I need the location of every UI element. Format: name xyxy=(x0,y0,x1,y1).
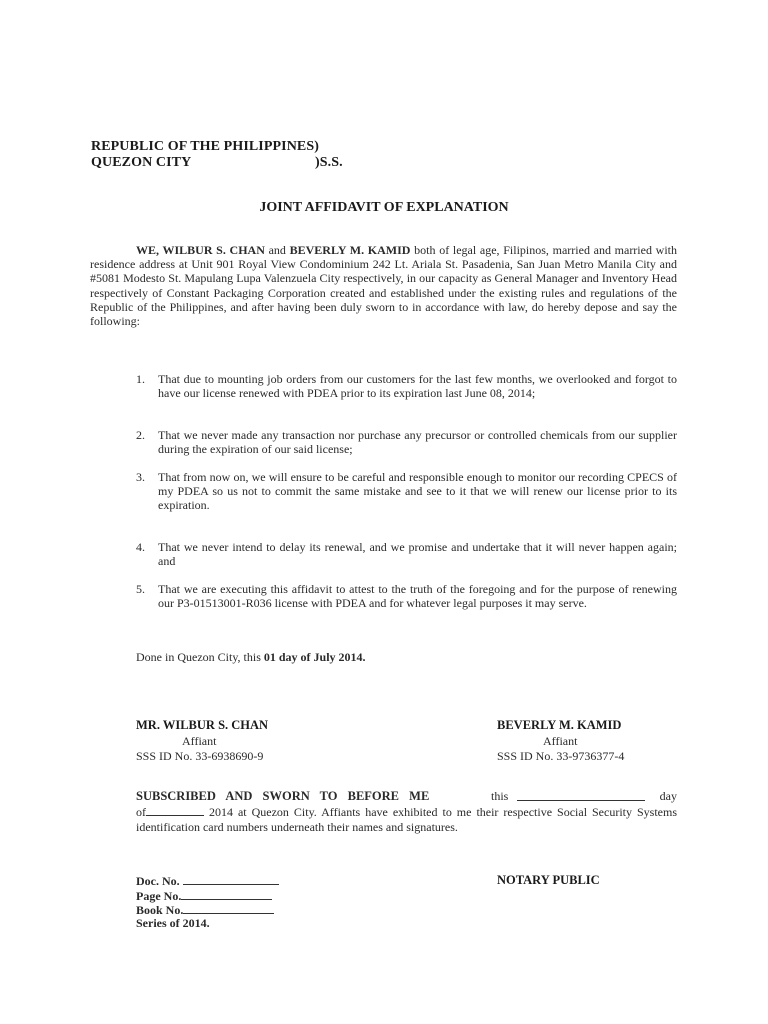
intro-and: and xyxy=(268,243,286,257)
page-no-blank xyxy=(181,888,272,900)
done-in-prefix: Done in Quezon City, this xyxy=(136,650,261,664)
jurat-of: of xyxy=(136,805,146,819)
list-item xyxy=(136,428,677,456)
doc-no-line xyxy=(136,873,279,889)
list-item-number: 1. xyxy=(136,372,145,386)
jurat-month-blank xyxy=(146,804,204,816)
list-item-text: That from now on, we will ensure to be careful and responsible enough to monitor our recording CPECS of my PDEA so us not to commit the same mistake and see to it that we will renew our license prior to its expiration. xyxy=(158,470,677,513)
list-item xyxy=(136,540,677,568)
jurat-rest: 2014 at Quezon City. Affiants have exhibited to me their respective Social Security Systems identification card numbers underneath their names and signatures. xyxy=(136,805,677,834)
done-in-line xyxy=(136,650,366,665)
signatory-sss-right: SSS ID No. 33-9736377-4 xyxy=(497,749,625,763)
list-item-text: That we never made any transaction nor purchase any precursor or controlled chemicals from our supplier during the expiration of our said license; xyxy=(158,428,677,457)
jurat-body xyxy=(136,804,677,834)
list-item-number: 3. xyxy=(136,470,145,484)
jurat-this: this xyxy=(491,789,509,803)
book-no-blank xyxy=(183,902,274,914)
list-item-number: 4. xyxy=(136,540,145,554)
signatory-sss-left: SSS ID No. 33-6938690-9 xyxy=(136,749,264,763)
signatory-role-left: Affiant xyxy=(182,734,217,748)
jurat-first-line xyxy=(136,789,677,804)
doc-no-label: Doc. No. xyxy=(136,874,180,888)
intro-paragraph xyxy=(90,243,677,328)
notary-public-label: NOTARY PUBLIC xyxy=(497,873,600,887)
series-line: Series of 2014. xyxy=(136,916,210,930)
jurat-day-blank xyxy=(517,789,645,801)
document-title: JOINT AFFIDAVIT OF EXPLANATION xyxy=(259,200,509,215)
list-item-text: That due to mounting job orders from our customers for the last few months, we overlooked and forgot to have our license renewed with PDEA prior to its expiration last June 08, 2014; xyxy=(158,372,677,401)
affiant-name-1: WE, WILBUR S. CHAN xyxy=(136,243,265,257)
list-item xyxy=(136,372,677,400)
venue-line-republic: REPUBLIC OF THE PHILIPPINES) xyxy=(91,139,320,154)
list-item xyxy=(136,470,677,513)
intro-body: both of legal age, Filipinos, married and married with residence address at Unit 901 Royal View Condominium 242 Lt. Ariala St. Pasadenia, San Juan Metro Manila City and #5081 Modesto St. Mapulang Lupa Valenzuela City respectively, in our capacity as General Manager and Inventory Head respectively of Constant Packaging Corporation created and established under the existing rules and regulations of the Republic of the Philippines, and after having been duly sworn to in accordance with law, do hereby depose and say the following: xyxy=(90,243,677,329)
affiant-name-2: BEVERLY M. KAMID xyxy=(289,243,411,257)
venue-line-city: QUEZON CITY xyxy=(91,155,192,170)
list-item-number: 2. xyxy=(136,428,145,442)
jurat-lead: SUBSCRIBED AND SWORN TO BEFORE ME xyxy=(136,789,430,803)
list-item-text: That we are executing this affidavit to attest to the truth of the foregoing and for the purpose of renewing our P3-01513001-R036 license with PDEA and for whatever legal purposes it may serve. xyxy=(158,582,677,611)
venue-ss: )S.S. xyxy=(315,155,343,170)
list-item-text: That we never intend to delay its renewal, and we promise and undertake that it will never happen again; and xyxy=(158,540,677,569)
signatory-role-right: Affiant xyxy=(543,734,578,748)
book-no-label: Book No. xyxy=(136,903,184,917)
signatory-name-right: BEVERLY M. KAMID xyxy=(497,718,622,732)
list-item xyxy=(136,582,677,610)
page-no-label: Page No. xyxy=(136,889,182,903)
signatory-name-left: MR. WILBUR S. CHAN xyxy=(136,718,269,732)
jurat-day: day xyxy=(659,789,677,803)
list-item-number: 5. xyxy=(136,582,145,596)
doc-no-blank xyxy=(183,873,279,885)
done-in-date: 01 day of July 2014. xyxy=(263,650,366,664)
